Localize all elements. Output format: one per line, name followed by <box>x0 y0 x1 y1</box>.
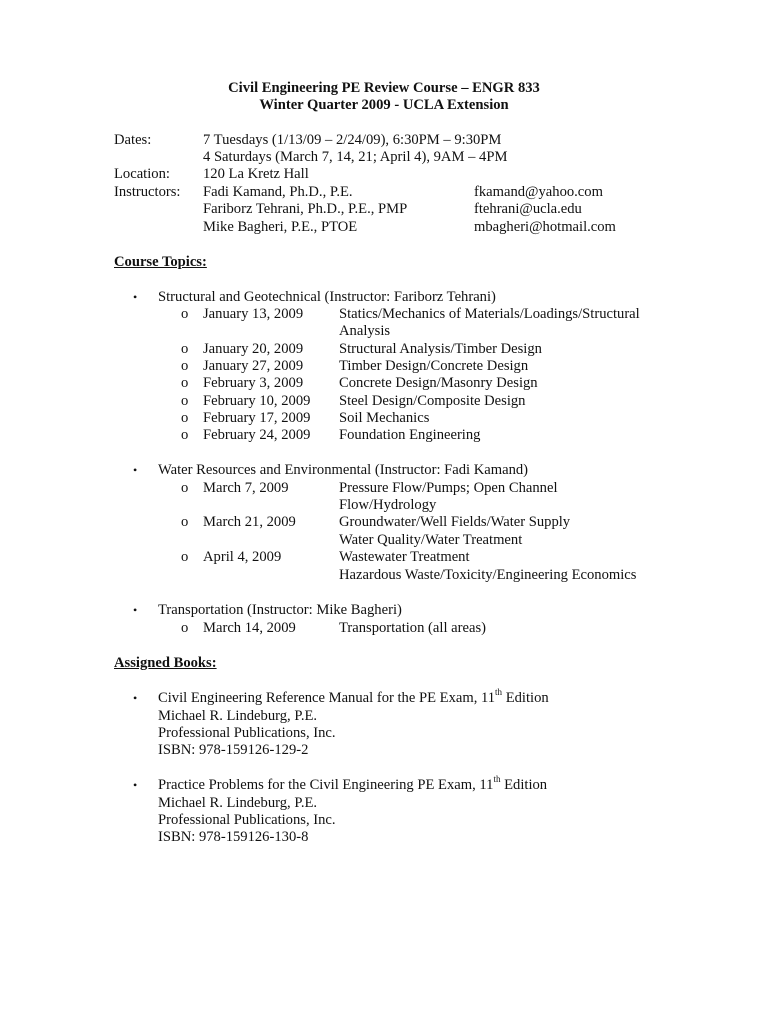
instructor-name: Fadi Kamand, Ph.D., P.E. <box>203 184 353 200</box>
sub-bullet-icon: o <box>181 410 189 426</box>
instructor-name: Mike Bagheri, P.E., PTOE <box>203 219 358 235</box>
section-title-water: Water Resources and Environmental (Instructor: Fadi Kamand) <box>158 462 529 478</box>
book-author: Michael R. Lindeburg, P.E. <box>158 708 318 724</box>
session-date: January 20, 2009 <box>203 341 304 357</box>
session-date: March 7, 2009 <box>203 480 289 496</box>
book-title-text: Civil Engineering Reference Manual for the PE Exam, 11 <box>158 690 496 706</box>
session-date: March 21, 2009 <box>203 514 296 530</box>
session-topic: Pressure Flow/Pumps; Open Channel <box>339 480 558 496</box>
book-isbn: ISBN: 978-159126-129-2 <box>158 742 309 758</box>
session-topic-cont: Water Quality/Water Treatment <box>339 532 523 548</box>
book-author: Michael R. Lindeburg, P.E. <box>158 795 318 811</box>
session-topic: Structural Analysis/Timber Design <box>339 341 542 357</box>
instructor-name: Fariborz Tehrani, Ph.D., P.E., PMP <box>203 201 408 217</box>
sub-bullet-icon: o <box>181 306 189 322</box>
session-date: February 3, 2009 <box>203 375 304 391</box>
location-value: 120 La Kretz Hall <box>203 166 309 182</box>
sub-bullet-icon: o <box>181 480 189 496</box>
session-topic: Concrete Design/Masonry Design <box>339 375 538 391</box>
session-topic-cont: Hazardous Waste/Toxicity/Engineering Economics <box>339 567 637 583</box>
dates-label: Dates: <box>114 132 152 148</box>
session-date: January 27, 2009 <box>203 358 304 374</box>
book-isbn: ISBN: 978-159126-130-8 <box>158 829 309 845</box>
book-publisher: Professional Publications, Inc. <box>158 812 336 828</box>
session-topic: Foundation Engineering <box>339 427 481 443</box>
session-topic: Wastewater Treatment <box>339 549 470 565</box>
sub-bullet-icon: o <box>181 341 189 357</box>
session-date: April 4, 2009 <box>203 549 282 565</box>
book-title-suffix: Edition <box>500 777 548 793</box>
session-date: March 14, 2009 <box>203 620 296 636</box>
section-title-structural: Structural and Geotechnical (Instructor: Fariborz Tehrani) <box>158 289 496 305</box>
session-topic-cont: Analysis <box>339 323 391 339</box>
bullet-icon: • <box>133 778 138 792</box>
assigned-books-heading: Assigned Books: <box>114 655 217 671</box>
session-date: January 13, 2009 <box>203 306 304 322</box>
book-title-sup: th <box>495 687 503 698</box>
location-label: Location: <box>114 166 170 182</box>
sub-bullet-icon: o <box>181 427 189 443</box>
bullet-icon: • <box>133 691 138 705</box>
session-topic: Statics/Mechanics of Materials/Loadings/Structural <box>339 306 640 322</box>
section-title-transportation: Transportation (Instructor: Mike Bagheri) <box>158 602 402 618</box>
session-topic: Transportation (all areas) <box>339 620 486 636</box>
bullet-icon: • <box>133 463 138 477</box>
book-title-suffix: Edition <box>502 690 549 706</box>
bullet-icon: • <box>133 603 138 617</box>
instructor-email: mbagheri@hotmail.com <box>474 219 616 235</box>
sub-bullet-icon: o <box>181 549 189 565</box>
instructors-label: Instructors: <box>114 184 181 200</box>
document-subtitle: Winter Quarter 2009 - UCLA Extension <box>259 97 509 113</box>
session-date: February 17, 2009 <box>203 410 311 426</box>
session-date: February 10, 2009 <box>203 393 311 409</box>
session-topic: Soil Mechanics <box>339 410 430 426</box>
sub-bullet-icon: o <box>181 514 189 530</box>
session-topic: Groundwater/Well Fields/Water Supply <box>339 514 571 530</box>
bullet-icon: • <box>133 290 138 304</box>
book-publisher: Professional Publications, Inc. <box>158 725 336 741</box>
book-title-sup: th <box>493 774 501 785</box>
session-date: February 24, 2009 <box>203 427 311 443</box>
session-topic-cont: Flow/Hydrology <box>339 497 437 513</box>
book-title-text: Practice Problems for the Civil Engineering PE Exam, 11 <box>158 777 494 793</box>
session-topic: Timber Design/Concrete Design <box>339 358 529 374</box>
book-title <box>158 687 549 707</box>
sub-bullet-icon: o <box>181 375 189 391</box>
document-title: Civil Engineering PE Review Course – ENGR 833 <box>228 80 540 96</box>
dates-value-2: 4 Saturdays (March 7, 14, 21; April 4), 9AM – 4PM <box>203 149 508 165</box>
session-topic: Steel Design/Composite Design <box>339 393 526 409</box>
sub-bullet-icon: o <box>181 358 189 374</box>
sub-bullet-icon: o <box>181 393 189 409</box>
book-title <box>158 774 548 794</box>
instructor-email: ftehrani@ucla.edu <box>474 201 582 217</box>
dates-value-1: 7 Tuesdays (1/13/09 – 2/24/09), 6:30PM – 9:30PM <box>203 132 502 148</box>
course-topics-heading: Course Topics: <box>114 254 207 270</box>
sub-bullet-icon: o <box>181 620 189 636</box>
instructor-email: fkamand@yahoo.com <box>474 184 603 200</box>
